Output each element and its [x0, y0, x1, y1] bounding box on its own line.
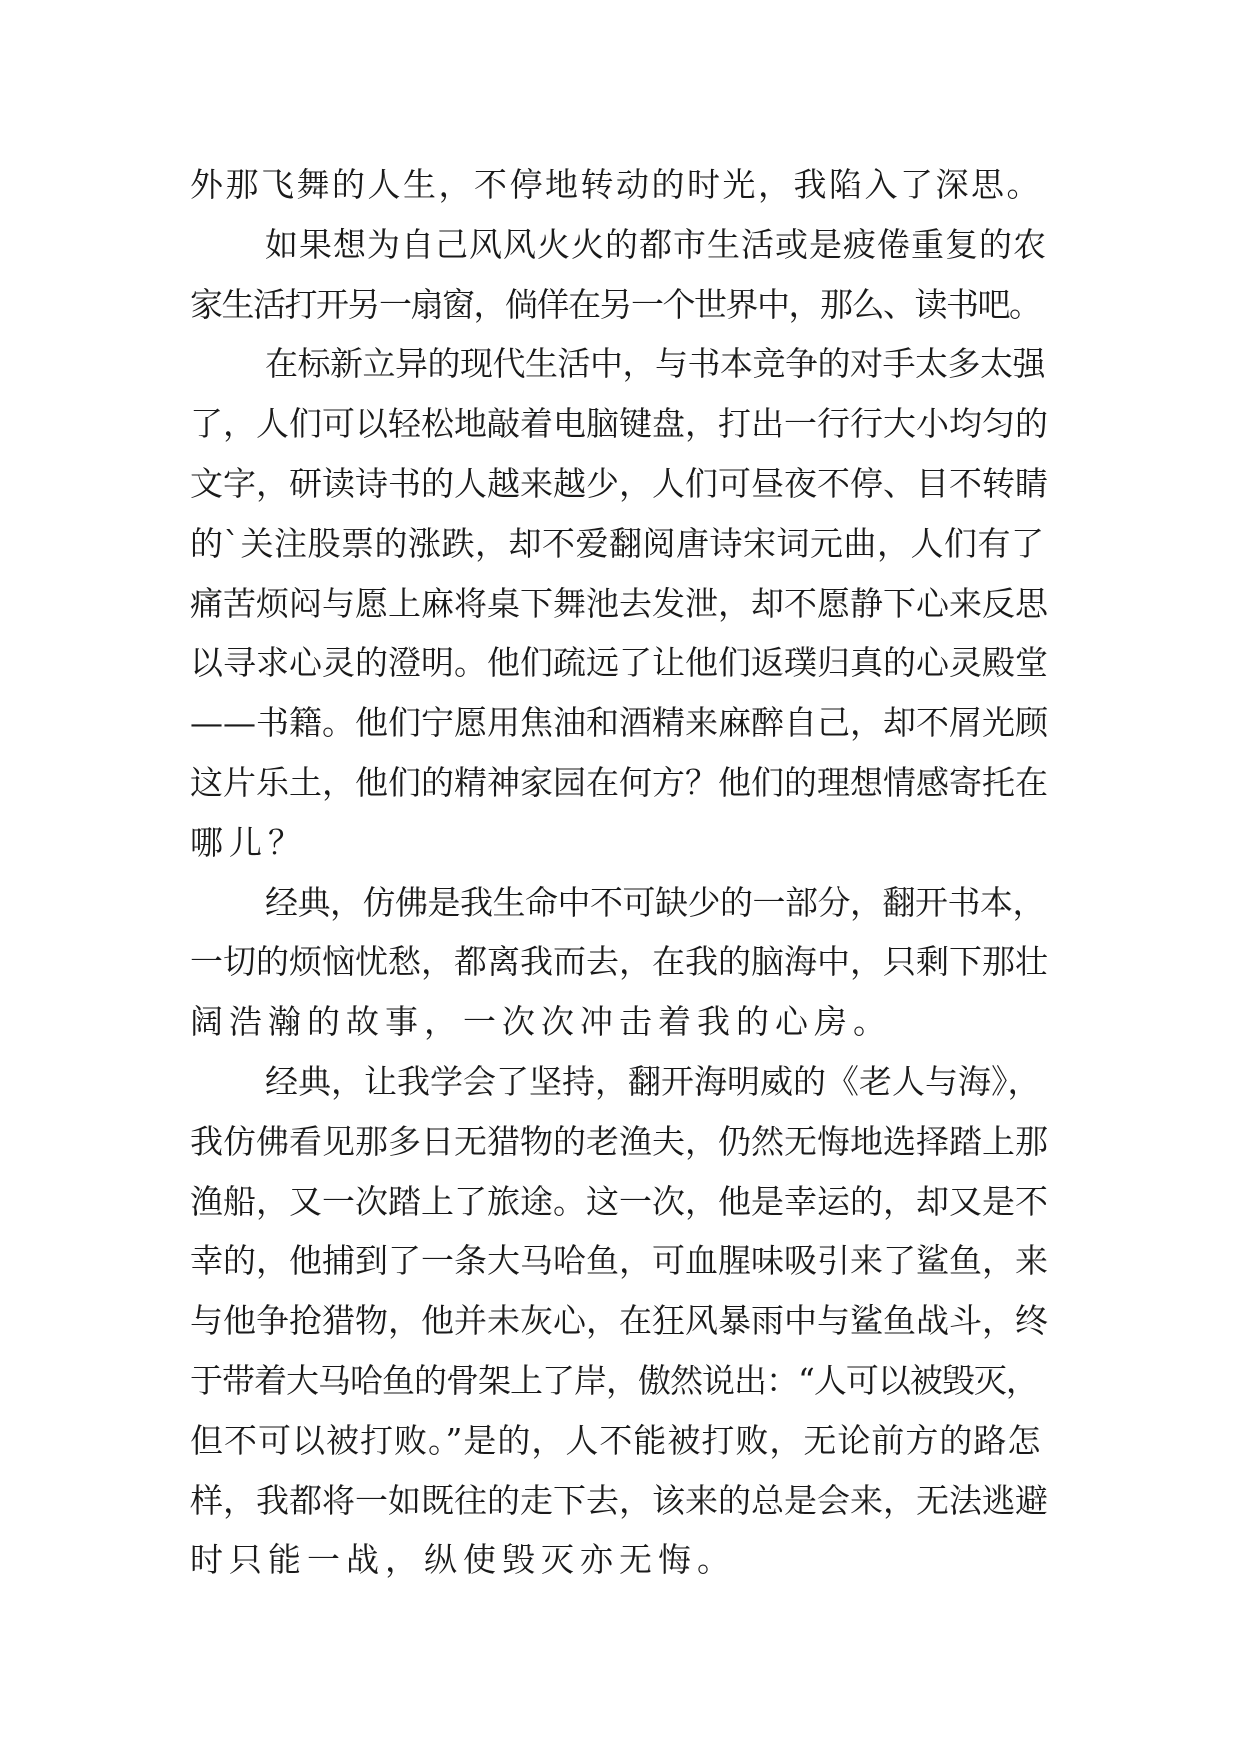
text-line: 家生活打开另一扇窗，倘佯在另一个世界中，那么、读书吧。 — [190, 284, 1041, 324]
text-line: ——书籍。他们宁愿用焦油和酒精来麻醉自己，却不屑光顾 — [190, 703, 1048, 743]
text-line: 样，我都将一如既往的走下去，该来的总是会来，无法逃避 — [190, 1480, 1048, 1520]
text-line: 外那飞舞的人生，不停地转动的时光，我陷入了深思。 — [190, 165, 1042, 204]
text-line: 痛苦烦闷与愿上麻将桌下舞池去发泄，却不愿静下心来反思 — [190, 583, 1048, 623]
text-line: 这片乐土，他们的精神家园在何方？他们的理想情感寄托在 — [190, 762, 1048, 802]
text-line: 的`关注股票的涨跌，却不爱翻阅唐诗宋词元曲，人们有了 — [190, 523, 1045, 563]
text-line: 但不可以被打败。”是的，人不能被打败，无论前方的路怎 — [190, 1420, 1042, 1460]
text-line: 在标新立异的现代生活中，与书本竞争的对手太多太强 — [265, 344, 1045, 384]
text-line: 经典，仿佛是我生命中不可缺少的一部分，翻开书本， — [265, 882, 1045, 922]
text-line: 渔船，又一次踏上了旅途。这一次，他是幸运的，却又是不 — [190, 1181, 1048, 1221]
text-line: 时只能一战，纵使毁灭亦无悔。 — [190, 1540, 736, 1580]
text-line: 阔浩瀚的故事，一次次冲击着我的心房。 — [190, 1002, 892, 1042]
text-line: 如果想为自己风风火火的都市生活或是疲倦重复的农 — [265, 224, 1047, 264]
text-line: 于带着大马哈鱼的骨架上了岸，傲然说出：“人可以被毁灭， — [190, 1360, 1038, 1400]
text-line: 经典，让我学会了坚持，翻开海明威的《老人与海》， — [265, 1061, 1041, 1101]
document-body-text — [190, 155, 1050, 1590]
text-line: 我仿佛看见那多日无猎物的老渔夫，仍然无悔地选择踏上那 — [190, 1121, 1048, 1161]
text-line: 以寻求心灵的澄明。他们疏远了让他们返璞归真的心灵殿堂 — [190, 643, 1048, 683]
text-line: 一切的烦恼忧愁，都离我而去，在我的脑海中，只剩下那壮 — [190, 942, 1048, 982]
text-line: 与他争抢猎物，他并未灰心，在狂风暴雨中与鲨鱼战斗，终 — [190, 1301, 1048, 1341]
text-line: 幸的，他捕到了一条大马哈鱼，可血腥味吸引来了鲨鱼，来 — [190, 1241, 1048, 1281]
text-line: 了，人们可以轻松地敲着电脑键盘，打出一行行大小均匀的 — [190, 404, 1048, 444]
text-line: 文字，研读诗书的人越来越少，人们可昼夜不停、目不转睛 — [190, 463, 1048, 503]
text-line: 哪儿？ — [190, 822, 307, 862]
